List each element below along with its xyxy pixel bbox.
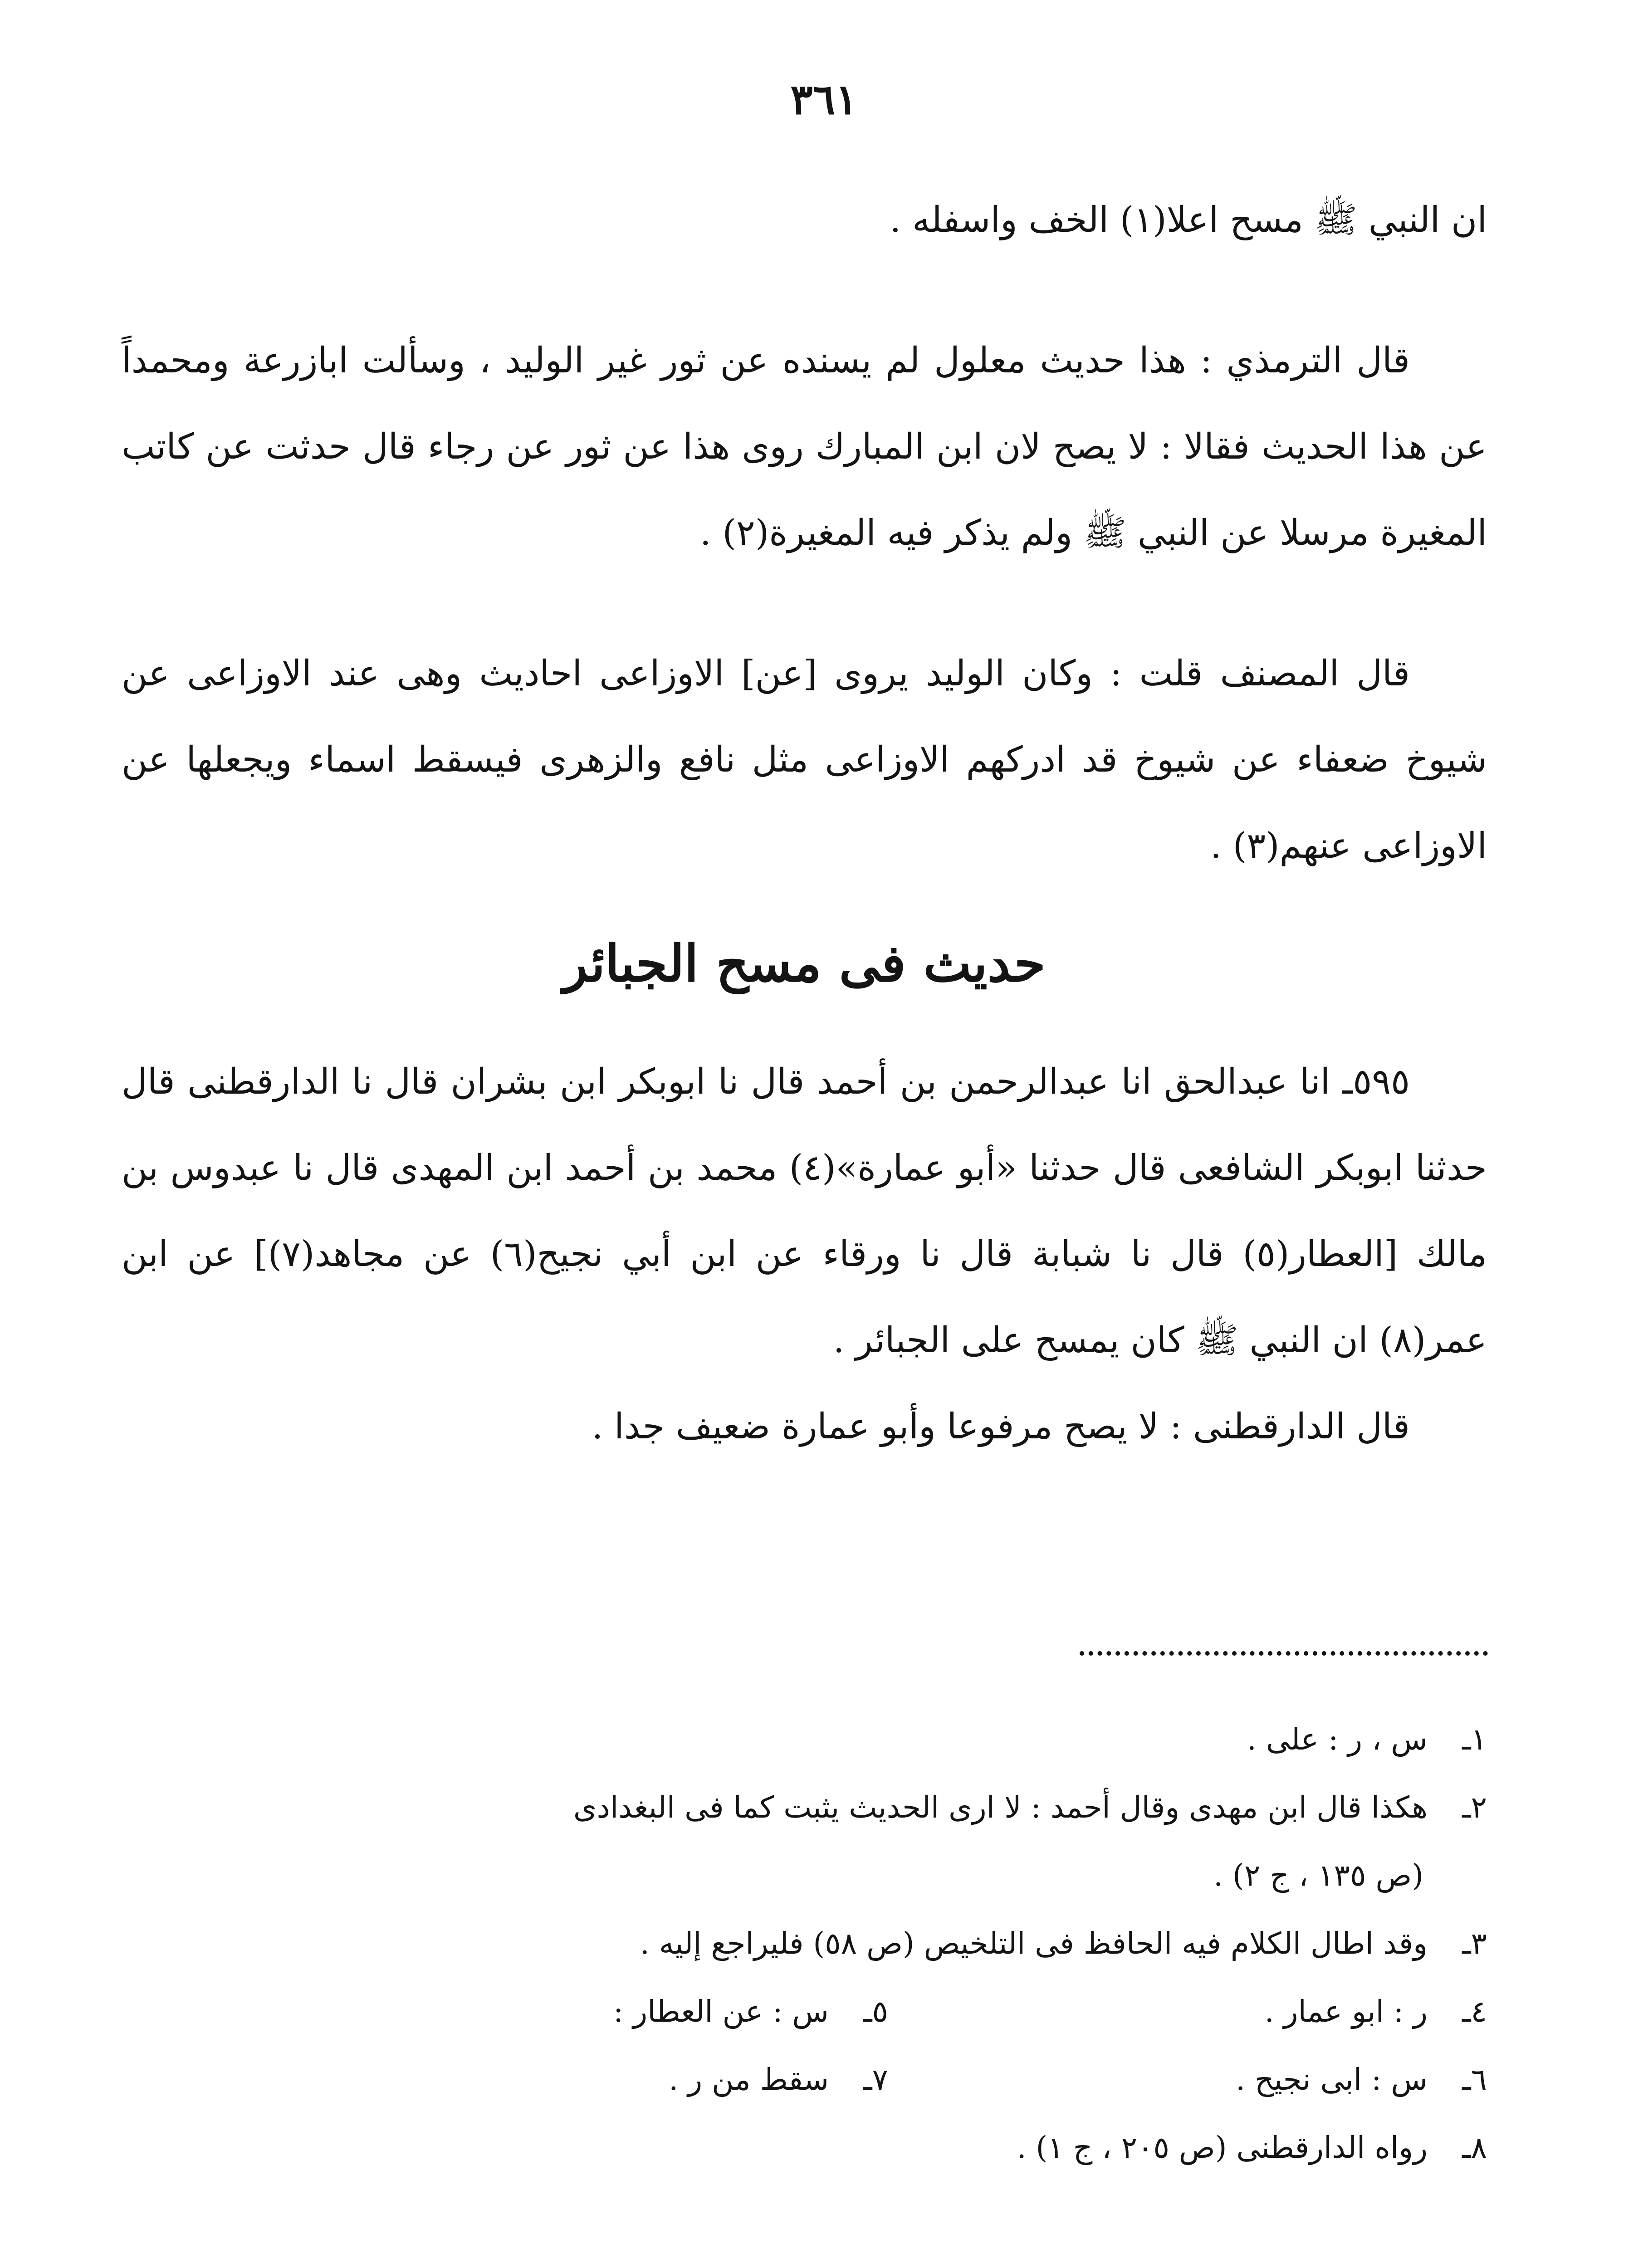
hadith-595: ٥٩٥ـ انا عبدالحق انا عبدالرحمن بن أحمد قال نا ابوبكر ابن بشران قال نا الدارقطنى قال حدثنا ابوبكر الشافعى قال حدثنا «أبو عمارة»(٤) محمد بن أحمد ابن المهدى قال نا عبدوس بن مالك [العطار(٥) قال نا شبابة قال نا ورقاء عن ابن أبي نجيح(٦) عن مجاهد(٧)] عن ابن عمر(٨) ان النبي ﷺ كان يمسح على الجبائر . [122,1061,1487,1361]
footnote-row-4-5 [122,1978,1487,2046]
footnote-6 [888,2046,1487,2114]
footnote-text: س : عن العطار : [613,1994,829,2029]
footnote-2 [122,1774,1487,1842]
footnote-divider [1080,1651,1488,1656]
paragraph-continuation: ان النبي ﷺ مسح اعلا(١) الخف واسفله . [890,200,1487,240]
footnote-5 [253,1978,888,2046]
paragraph-tirmidhi: قال الترمذي : هذا حديث معلول لم يسنده عن ثور غير الوليد ، وسألت ابازرعة ومحمداً عن هذا الحديث فقالا : لا يصح لان ابن المبارك روى هذا عن ثور عن رجاء قال حدثت عن كاتب المغيرة مرسلا عن النبي ﷺ ولم يذكر فيه المغيرة(٢) . [122,340,1487,553]
footnote-text: س ، ر : على . [1247,1722,1428,1757]
main-text [122,177,1487,1470]
footnote-text: وقد اطال الكلام فيه الحافظ فى التلخيص (ص ٥٨) فليراجع إليه . [640,1926,1428,1961]
footnote-text: هكذا قال ابن مهدى وقال أحمد : لا ارى الحديث يثبت كما فى البغدادى [573,1790,1428,1825]
footnote-4 [888,1978,1487,2046]
footnote-7 [253,2046,888,2114]
footnote-number: ٥ـ [863,1994,888,2029]
paragraph-daraqutni-ruling: قال الدارقطنى : لا يصح مرفوعا وأبو عمارة ضعيف جدا . [592,1406,1410,1447]
footnote-number: ٢ـ [1462,1790,1487,1825]
page-number: ٣٦١ [790,75,858,124]
footnote-number: ٧ـ [863,2062,888,2097]
footnote-number: ١ـ [1462,1722,1487,1757]
footnote-text: س : ابى نجيح . [1236,2062,1428,2097]
footnote-number: ٨ـ [1462,2130,1487,2165]
footnote-3 [122,1910,1487,1978]
footnote-2-continuation: (ص ١٣٥ ، ج ٢) . [1213,1858,1423,1893]
footnote-number: ٤ـ [1462,1994,1487,2029]
footnote-text: رواه الدارقطنى (ص ٢٠٥ ، ج ١) . [1017,2130,1428,2165]
footnotes [122,1706,1487,2182]
footnote-8 [122,2114,1487,2182]
footnote-number: ٦ـ [1462,2062,1487,2097]
footnote-1 [122,1706,1487,1774]
paragraph-author-note: قال المصنف قلت : وكان الوليد يروى [عن] الاوزاعى احاديث وهى عند الاوزاعى عن شيوخ ضعفاء عن شيوخ قد ادركهم الاوزاعى مثل نافع والزهرى فيسقط اسماء ويجعلها عن الاوزاعى عنهم(٣) . [122,653,1487,866]
footnote-text: سقط من ر . [669,2062,829,2097]
footnote-number: ٣ـ [1462,1926,1487,1961]
footnote-text: ر : ابو عمار . [1264,1994,1428,2029]
footnote-row-6-7 [122,2046,1487,2114]
section-heading: حديث فى مسح الجبائر [563,934,1046,993]
